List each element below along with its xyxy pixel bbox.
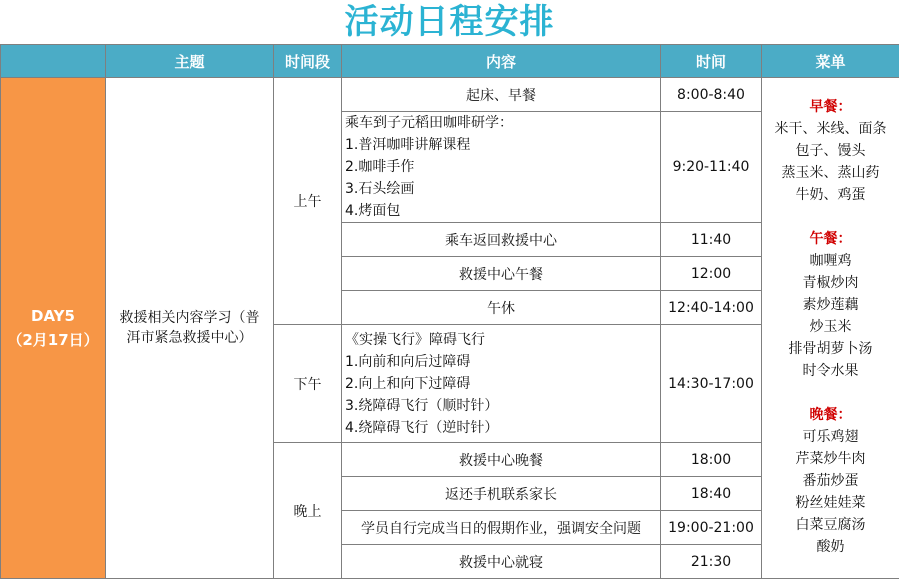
header-period: 时间段 xyxy=(274,45,342,78)
content-cell xyxy=(342,78,661,112)
menu-item: 芹菜炒牛肉 xyxy=(762,448,899,470)
menu-item: 番茄炒蛋 xyxy=(762,470,899,492)
time-cell: 18:00 xyxy=(661,443,762,477)
lunch-label: 午餐： xyxy=(762,228,899,250)
menu-item: 咖喱鸡 xyxy=(762,250,899,272)
menu-item: 素炒莲藕 xyxy=(762,294,899,316)
time-cell: 18:40 xyxy=(661,477,762,511)
content-cell: 学员自行完成当日的假期作业，强调安全问题 xyxy=(342,511,661,545)
time-cell: 8:00-8:40 xyxy=(661,78,762,112)
period-evening: 晚上 xyxy=(274,443,342,579)
content-cell: 救援中心晚餐 xyxy=(342,443,661,477)
header-blank xyxy=(1,45,106,78)
header-theme: 主题 xyxy=(106,45,274,78)
content-line: 1.普洱咖啡讲解课程 xyxy=(345,134,660,156)
menu-item: 时令水果 xyxy=(762,360,899,382)
content-cell xyxy=(342,112,661,223)
page-title: 活动日程安排 xyxy=(0,0,899,44)
content-line: 《实操飞行》障碍飞行 xyxy=(345,329,660,351)
content-cell: 乘车返回救援中心 xyxy=(342,223,661,257)
content-line: 乘车到子元稻田咖啡研学： xyxy=(345,112,660,134)
content-line: 3.绕障碍飞行（顺时针） xyxy=(345,395,660,417)
menu-item: 粉丝娃娃菜 xyxy=(762,492,899,514)
menu-item: 牛奶、鸡蛋 xyxy=(762,184,899,206)
content-line: 2.咖啡手作 xyxy=(345,156,660,178)
content-cell: 返还手机联系家长 xyxy=(342,477,661,511)
theme-cell: 救援相关内容学习（普洱市紧急救援中心） xyxy=(106,78,274,579)
time-cell: 19:00-21:00 xyxy=(661,511,762,545)
day-date: （2月17日） xyxy=(1,328,105,352)
time-cell: 12:00 xyxy=(661,257,762,291)
header-time: 时间 xyxy=(661,45,762,78)
header-content: 内容 xyxy=(342,45,661,78)
content-line: 1.向前和向后过障碍 xyxy=(345,351,660,373)
content-cell: 救援中心就寝 xyxy=(342,545,661,579)
menu-item: 排骨胡萝卜汤 xyxy=(762,338,899,360)
content-line: 3.石头绘画 xyxy=(345,178,660,200)
time-cell: 14:30-17:00 xyxy=(661,325,762,443)
content-line: 起床、早餐 xyxy=(466,88,536,104)
day-label: DAY5 xyxy=(1,304,105,328)
period-morning: 上午 xyxy=(274,78,342,325)
content-cell xyxy=(342,325,661,443)
period-afternoon: 下午 xyxy=(274,325,342,443)
content-cell: 午休 xyxy=(342,291,661,325)
table-row xyxy=(1,78,899,112)
menu-item: 白菜豆腐汤 xyxy=(762,514,899,536)
menu-item: 青椒炒肉 xyxy=(762,272,899,294)
menu-item: 包子、馒头 xyxy=(762,140,899,162)
menu-cell xyxy=(762,78,899,579)
time-cell: 11:40 xyxy=(661,223,762,257)
menu-item: 米干、米线、面条 xyxy=(762,118,899,140)
breakfast-label: 早餐： xyxy=(762,96,899,118)
header-row xyxy=(1,45,899,78)
time-cell: 12:40-14:00 xyxy=(661,291,762,325)
time-cell: 9:20-11:40 xyxy=(661,112,762,223)
dinner-label: 晚餐： xyxy=(762,404,899,426)
header-menu: 菜单 xyxy=(762,45,899,78)
content-line: 4.绕障碍飞行（逆时针） xyxy=(345,417,660,439)
time-cell: 21:30 xyxy=(661,545,762,579)
menu-item: 可乐鸡翅 xyxy=(762,426,899,448)
content-line: 4.烤面包 xyxy=(345,200,660,222)
content-line: 2.向上和向下过障碍 xyxy=(345,373,660,395)
menu-item: 炒玉米 xyxy=(762,316,899,338)
menu-item: 酸奶 xyxy=(762,536,899,558)
content-cell: 救援中心午餐 xyxy=(342,257,661,291)
day-cell xyxy=(1,78,106,579)
menu-item: 蒸玉米、蒸山药 xyxy=(762,162,899,184)
schedule-table xyxy=(0,44,899,579)
